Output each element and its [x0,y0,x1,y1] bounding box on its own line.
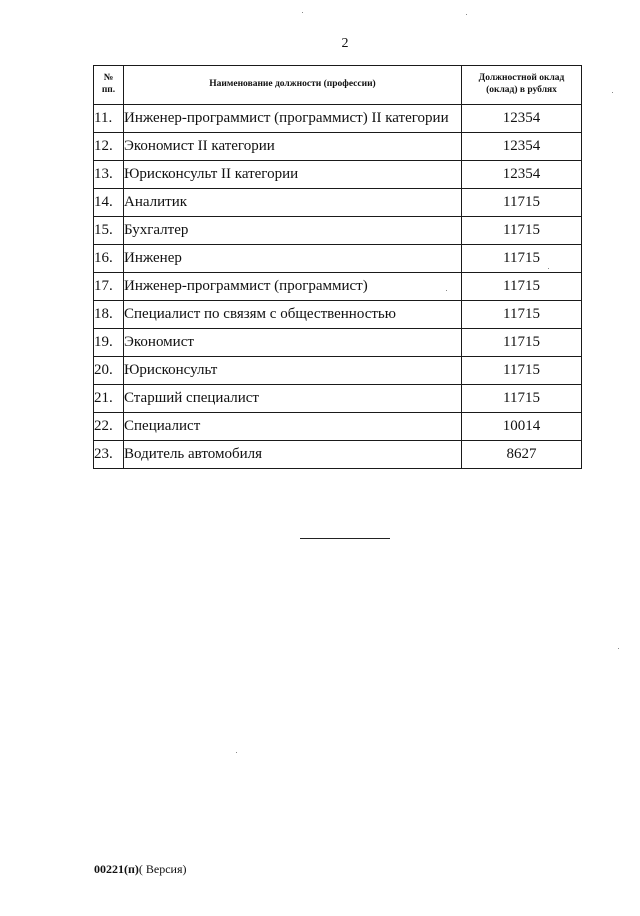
document-footer [94,862,187,877]
row-salary: 11715 [462,385,582,413]
row-position-title: Бухгалтер [124,217,462,245]
row-number: 23. [94,441,124,469]
header-salary-line1: Должностной оклад [478,73,565,84]
table-row [94,133,582,161]
table-row [94,413,582,441]
header-salary-line2: (оклад) в рублях [486,85,557,95]
table-row [94,385,582,413]
table-row [94,217,582,245]
row-number: 16. [94,245,124,273]
row-position-title: Аналитик [124,189,462,217]
row-salary: 11715 [462,217,582,245]
scan-speck [548,268,549,269]
row-number: 17. [94,273,124,301]
scan-speck [236,752,237,753]
row-salary: 11715 [462,245,582,273]
row-position-title: Экономист [124,329,462,357]
end-of-table-rule [300,538,390,539]
row-salary: 11715 [462,273,582,301]
row-position-title: Инженер-программист (программист) II категории [124,105,462,133]
row-salary: 8627 [462,441,582,469]
header-salary [462,66,582,105]
row-position-title: Инженер-программист (программист) [124,273,462,301]
header-title: Наименование должности (профессии) [124,66,462,105]
row-salary: 12354 [462,133,582,161]
row-number: 12. [94,133,124,161]
row-number: 19. [94,329,124,357]
scan-speck [302,12,303,13]
table-row [94,105,582,133]
row-salary: 11715 [462,357,582,385]
row-number: 20. [94,357,124,385]
row-position-title: Специалист по связям с общественностью [124,301,462,329]
scan-speck [466,14,467,15]
row-position-title: Инженер [124,245,462,273]
footer-document-code: 00221(п) [94,862,139,876]
row-number: 21. [94,385,124,413]
row-number: 15. [94,217,124,245]
row-number: 13. [94,161,124,189]
row-position-title: Специалист [124,413,462,441]
table-row [94,273,582,301]
row-salary: 10014 [462,413,582,441]
header-row [94,66,582,105]
row-position-title: Водитель автомобиля [124,441,462,469]
table-row [94,441,582,469]
table-row [94,329,582,357]
row-position-title: Юрисконсульт [124,357,462,385]
table-row [94,301,582,329]
row-salary: 11715 [462,189,582,217]
row-salary: 11715 [462,329,582,357]
scan-speck [618,648,619,649]
page-number: 2 [341,36,349,51]
table-row [94,245,582,273]
table-row [94,161,582,189]
header-number [94,66,124,105]
row-salary: 12354 [462,105,582,133]
row-position-title: Юрисконсульт II категории [124,161,462,189]
scan-speck [612,92,613,93]
footer-version: ( Версия) [138,862,187,876]
row-salary: 11715 [462,301,582,329]
scan-speck [446,290,447,291]
row-salary: 12354 [462,161,582,189]
row-position-title: Старший специалист [124,385,462,413]
row-position-title: Экономист II категории [124,133,462,161]
table-body [94,105,582,469]
row-number: 11. [94,105,124,133]
row-number: 18. [94,301,124,329]
salary-table [93,65,582,469]
table-row [94,189,582,217]
header-number-line1: № [103,73,114,84]
header-number-line2: пп. [101,85,116,95]
table-row [94,357,582,385]
row-number: 22. [94,413,124,441]
table-header [94,66,582,105]
row-number: 14. [94,189,124,217]
